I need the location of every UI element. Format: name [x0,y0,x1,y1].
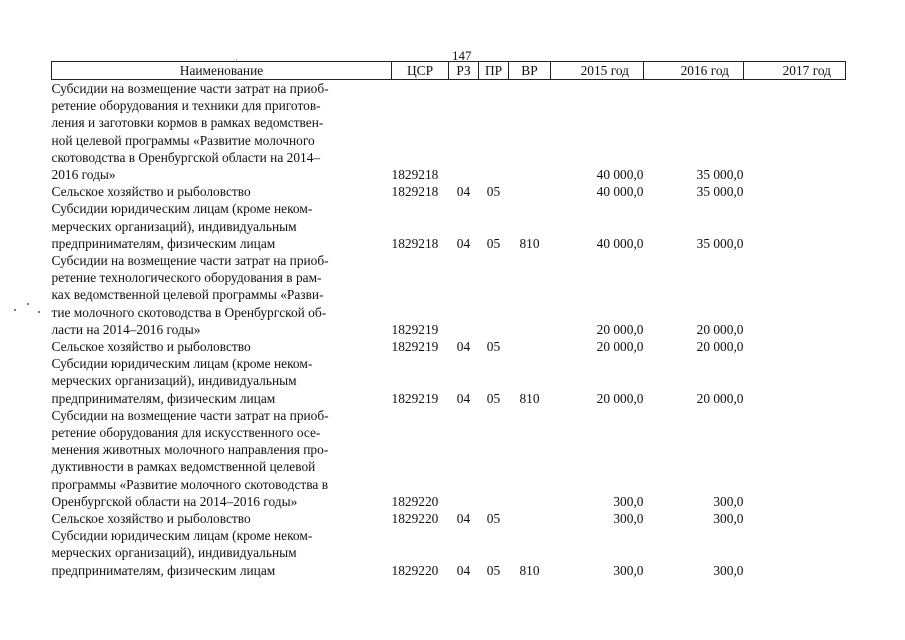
name-line: ретение оборудования для искусственного осе- [51,425,321,441]
cell-2017 [744,183,846,200]
header-row [52,62,846,80]
scan-speck [236,59,237,60]
name-line: Сельское хозяйство и рыболовство [51,184,251,200]
cell-rz [449,80,479,184]
cell-pr: 05 [486,390,501,406]
cell-2016: 300,0 [713,493,744,509]
table-row [52,252,846,338]
header-name: Наименование [52,62,392,80]
cell-vr [509,338,551,355]
cell-2017 [744,200,846,252]
header-rz: РЗ [449,62,479,80]
cell-2015: 40 000,0 [596,167,644,183]
cell-rz: 04 [456,235,471,251]
cell-vr: 810 [519,390,540,406]
name-line: ной целевой программы «Развитие молочного [51,132,315,148]
cell-csr: 1829218 [391,184,439,200]
table-row [52,338,846,355]
cell-csr: 1829220 [391,493,439,509]
cell-2015: 300,0 [613,511,644,527]
cell-vr: 810 [519,235,540,251]
cell-rz: 04 [456,511,471,527]
name-line: Субсидии на возмещение части затрат на приоб- [51,253,329,269]
cell-pr: 05 [486,235,501,251]
cell-vr: 810 [519,562,540,578]
budget-table [51,61,846,579]
name-line: 2016 годы» [51,167,116,183]
cell-2017 [744,252,846,338]
cell-2015: 300,0 [613,493,644,509]
cell-name [52,338,392,355]
name-line: ления и заготовки кормов в рамках ведомствен- [51,115,324,131]
cell-name [52,252,392,338]
name-line: ретение технологического оборудования в рам- [51,270,322,286]
cell-2016: 20 000,0 [696,339,744,355]
cell-rz: 04 [456,184,471,200]
header-vr: ВР [509,62,551,80]
cell-vr [509,407,551,510]
cell-pr [479,80,509,184]
name-line: предпринимателям, физическим лицам [51,562,276,578]
table-row [52,407,846,510]
cell-2015: 300,0 [613,562,644,578]
name-line: мерческих организаций), индивидуальным [51,545,297,561]
cell-csr: 1829218 [391,167,439,183]
cell-2015: 20 000,0 [596,321,644,337]
name-line: Оренбургской области на 2014–2016 годы» [51,493,298,509]
table-row [52,80,846,184]
cell-vr [509,252,551,338]
cell-csr: 1829220 [391,511,439,527]
cell-vr [509,183,551,200]
cell-2017 [744,355,846,407]
scan-speck [38,311,40,313]
scan-speck [14,309,16,311]
cell-2017 [744,510,846,527]
scan-speck [27,303,29,305]
name-line: программы «Развитие молочного скотоводства в [51,476,329,492]
name-line: предпринимателям, физическим лицам [51,390,276,406]
cell-csr: 1829219 [391,339,439,355]
name-line: Сельское хозяйство и рыболовство [51,339,251,355]
name-line: мерческих организаций), индивидуальным [51,373,297,389]
cell-rz: 04 [456,390,471,406]
cell-2016: 35 000,0 [696,235,744,251]
cell-pr: 05 [486,184,501,200]
cell-2016: 300,0 [713,562,744,578]
name-line: Субсидии юридическим лицам (кроме неком- [51,201,313,217]
name-line: Субсидии на возмещение части затрат на приоб- [51,407,329,423]
name-line: дуктивности в рамках ведомственной целевой [51,459,316,475]
cell-2016: 20 000,0 [696,321,744,337]
cell-rz [449,252,479,338]
cell-2017 [744,338,846,355]
name-line: Субсидии юридическим лицам (кроме неком- [51,356,313,372]
header-2015: 2015 год [551,62,644,80]
cell-name [52,183,392,200]
name-line: Субсидии на возмещение части затрат на приоб- [51,81,329,96]
cell-2016: 35 000,0 [696,184,744,200]
cell-2015: 40 000,0 [596,184,644,200]
cell-vr [509,510,551,527]
cell-2015: 40 000,0 [596,235,644,251]
cell-2015: 20 000,0 [596,339,644,355]
cell-pr [479,252,509,338]
cell-2016: 300,0 [713,511,744,527]
cell-rz: 04 [456,339,471,355]
cell-csr: 1829220 [391,562,439,578]
name-line: предпринимателям, физическим лицам [51,235,276,251]
table-row [52,510,846,527]
cell-2015: 20 000,0 [596,390,644,406]
cell-csr: 1829219 [391,390,439,406]
name-line: ретение оборудования и техники для приготов- [51,98,321,114]
table-row [52,527,846,579]
header-csr: ЦСР [392,62,449,80]
cell-pr [479,407,509,510]
cell-csr: 1829218 [391,235,439,251]
name-line: тие молочного скотоводства в Оренбургской об- [51,304,327,320]
cell-2017 [744,80,846,184]
name-line: мерческих организаций), индивидуальным [51,218,297,234]
cell-pr: 05 [486,511,501,527]
cell-name [52,407,392,510]
header-pr: ПР [479,62,509,80]
name-line: ласти на 2014–2016 годы» [51,321,201,337]
table-row [52,355,846,407]
cell-2017 [744,407,846,510]
name-line: скотоводства в Оренбургской области на 2014– [51,149,321,165]
table-row [52,183,846,200]
header-2016: 2016 год [644,62,744,80]
cell-vr [509,80,551,184]
table-header [52,62,846,80]
table-row [52,200,846,252]
cell-2016: 35 000,0 [696,167,744,183]
header-2017: 2017 год [744,62,846,80]
name-line: ках ведомственной целевой программы «Разви- [51,287,324,303]
cell-csr: 1829219 [391,321,439,337]
cell-name [52,80,392,184]
name-line: менения животных молочного направления про- [51,442,329,458]
cell-name [52,527,392,579]
cell-rz [449,407,479,510]
cell-2017 [744,527,846,579]
cell-2016: 20 000,0 [696,390,744,406]
cell-pr: 05 [486,339,501,355]
name-line: Субсидии юридическим лицам (кроме неком- [51,528,313,544]
table-body [52,80,846,579]
name-line: Сельское хозяйство и рыболовство [51,511,251,527]
cell-pr: 05 [486,562,501,578]
page-number: 147 [452,48,472,63]
cell-name [52,355,392,407]
cell-name [52,200,392,252]
cell-name [52,510,392,527]
cell-rz: 04 [456,562,471,578]
